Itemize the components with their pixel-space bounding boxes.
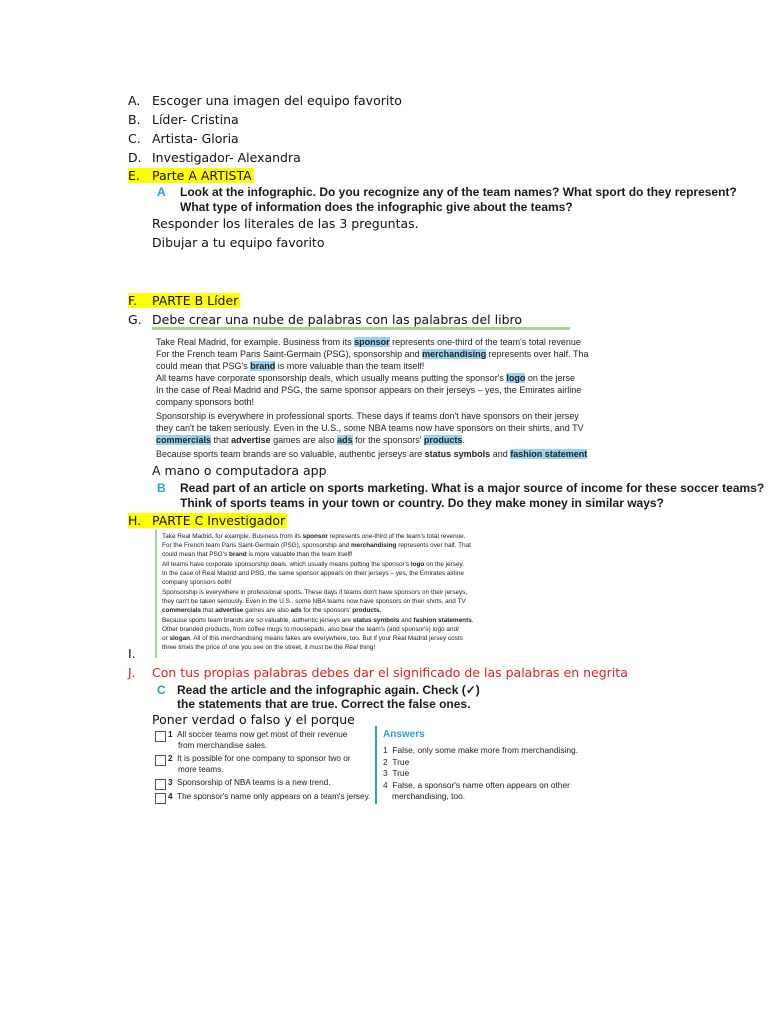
article-line: Because sports team brands are so valuable, authentic jerseys are status symbols and fashion statement — [156, 449, 588, 459]
part-a-note2: Dibujar a tu equipo favorito — [152, 235, 325, 250]
statement-4: 4 The sponsor's name only appears on a team's jersey. — [168, 792, 371, 801]
list-item-h: H. PARTE C Investigador — [128, 513, 286, 528]
article-line: For the French team Paris Saint-Germain (PSG), sponsorship and merchandising represents over half. That — [162, 542, 471, 549]
answers-title: Answers — [383, 729, 425, 740]
statement-2-cont: more teams. — [178, 765, 224, 774]
question-c-line1: Read the article and the infographic again. Check (✓) — [177, 683, 480, 697]
article-line: Take Real Madrid, for example. Business from its sponsor represents one-third of the team's total revenue — [156, 337, 581, 347]
article-line: Other branded products, from coffee mugs to mousepads, also bear the team's (and sponsor's) logo and/ — [162, 626, 459, 633]
list-item-i: I. — [128, 646, 136, 661]
answers-divider — [375, 726, 377, 804]
article-line: For the French team Paris Saint-Germain (PSG), sponsorship and merchandising represents over half. Tha — [156, 349, 589, 359]
article-line: they can't be taken seriously. Even in the U.S., some NBA teams now have sponsors on their shirts, and TV — [156, 423, 584, 433]
article-line: Sponsorship is everywhere in professional sports. These days if teams don't have sponsors on their jersey — [156, 411, 579, 421]
statement-3: 3 Sponsorship of NBA teams is a new trend. — [168, 778, 331, 787]
checkbox-4[interactable] — [155, 793, 166, 804]
article-line: Sponsorship is everywhere in professional sports. These days if teams don't have sponsors on their jerseys, — [162, 589, 468, 596]
list-item-d: D. Investigador- Alexandra — [128, 150, 301, 165]
statement-1: 1 All soccer teams now get most of their revenue — [168, 730, 348, 739]
question-letter-b: B — [157, 481, 166, 495]
checkbox-2[interactable] — [155, 755, 166, 766]
question-b-line2: Think of sports teams in your town or country. Do they make money in similar ways? — [180, 496, 664, 510]
article-line: Because sports team brands are so valuable, authentic jerseys are status symbols and fashion statements. — [162, 617, 474, 624]
question-c-line2: the statements that are true. Correct the false ones. — [177, 697, 471, 711]
answer-1: 1 False, only some make more from merchandising. — [383, 745, 579, 755]
question-a-line2: What type of information does the infographic give about the teams? — [180, 200, 573, 214]
list-item-b: B. Líder- Cristina — [128, 112, 239, 127]
list-item-e: E. Parte A ARTISTA — [128, 168, 252, 183]
article-line: All teams have corporate sponsorship deals, which usually means putting the sponsor's logo on the jerse — [156, 373, 575, 383]
article-line: could mean that PSG's brand is more valuable than the team itself! — [162, 551, 353, 558]
article-line: commercials that advertise games are also ads for the sponsors' products. — [156, 435, 465, 445]
article-line: commercials that advertise games are also ads for the sponsors' products. — [162, 607, 382, 614]
article-line: In the case of Real Madrid and PSG, the same sponsor appears on their jerseys – yes, the Emirates airline — [156, 385, 582, 395]
question-letter-c: C — [157, 683, 166, 697]
checkbox-3[interactable] — [155, 779, 166, 790]
article-excerpt-small — [152, 530, 502, 658]
list-item-f: F. PARTE B Líder — [128, 293, 239, 308]
statement-1-cont: from merchandise sales. — [178, 741, 268, 750]
statement-2: 2 It is possible for one company to sponsor two or — [168, 754, 351, 763]
list-item-a: A. Escoger una imagen del equipo favorito — [128, 93, 402, 108]
checkbox-1[interactable] — [155, 731, 166, 742]
list-item-c: C. Artista- Gloria — [128, 131, 239, 146]
list-item-g: G. Debe crear una nube de palabras con las palabras del libro — [128, 312, 523, 327]
question-b-line1: Read part of an article on sports marketing. What is a major source of income for these soccer teams? — [180, 481, 765, 495]
article-line: company sponsors both! — [156, 397, 255, 407]
article-excerpt-highlighted — [152, 327, 589, 464]
article-line: three times the price of one you see on the street, it must be the Real thing! — [162, 644, 376, 651]
article-line: In the case of Real Madrid and PSG, the same sponsor appears on their jerseys – yes, the Emirates airline — [162, 570, 464, 577]
article-line: could mean that PSG's brand is more valuable than the team itself! — [156, 361, 425, 371]
article-line: All teams have corporate sponsorship deals, which usually means putting the sponsor's logo on the jersey. — [162, 561, 464, 568]
green-rule — [155, 530, 157, 658]
list-item-j: J. Con tus propias palabras debes dar el significado de las palabras en negrita — [128, 665, 628, 680]
part-c-note: Poner verdad o falso y el porque — [152, 712, 355, 727]
article-line: Take Real Madrid, for example. Business from its sponsor represents one-third of the team's total revenue. — [162, 533, 466, 540]
article-line: they can't be taken seriously. Even in the U.S., some NBA teams now have sponsors on their shirts, and TV — [162, 598, 466, 605]
answer-4: 4 False, a sponsor's name often appears on other — [383, 780, 570, 790]
part-b-note: A mano o computadora app — [152, 463, 327, 478]
answer-2: 2 True — [383, 757, 410, 767]
answer-3: 3 True — [383, 768, 410, 778]
part-a-note1: Responder los literales de las 3 preguntas. — [152, 216, 419, 231]
question-letter-a: A — [157, 185, 166, 199]
article-line: or slogan. All of this merchandising means fakes are everywhere, too. But if your Real Madrid jersey costs — [162, 635, 463, 642]
answer-4-cont: merchandising, too. — [392, 791, 466, 801]
question-a-line1: Look at the infographic. Do you recognize any of the team names? What sport do they represent? — [180, 185, 737, 199]
article-line: company sponsors both! — [162, 579, 232, 586]
